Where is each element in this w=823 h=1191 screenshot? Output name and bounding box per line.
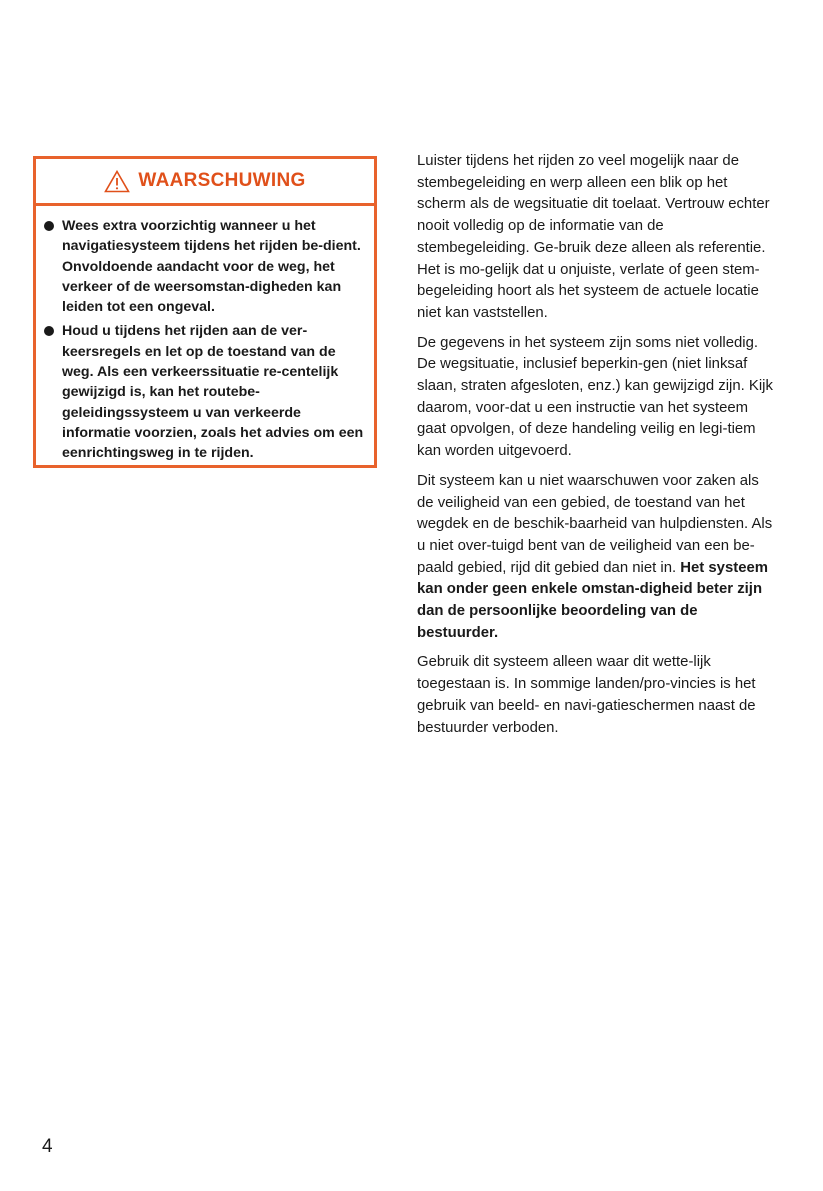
body-paragraph-3-emphasis: Het systeem kan onder geen enkele omstan-digheid beter zijn dan de persoonlijke beoordeling van de bestuurder. [417, 559, 769, 641]
bullet-icon [44, 221, 54, 231]
warning-item [44, 216, 364, 317]
bullet-icon [44, 326, 54, 336]
warning-item-text: Houd u tijdens het rijden aan de ver-keersregels en let op de toestand van de weg. Als een verkeerssituatie re-centelijk gewijzigd is, kan het routebe-geleidingssysteem u van verkeerde informatie voorzien, zoals het advies om een eenrichtingsweg in te rijden. [62, 323, 364, 462]
warning-item [44, 321, 364, 463]
body-paragraph-1: Luister tijdens het rijden zo veel mogelijk naar de stembegeleiding en werp alleen een blik op het scherm als de wegsituatie dit toelaat. Vertrouw echter nooit volledig op de informatie van de stembegeleiding. Ge-bruik deze alleen als referentie. Het is mo-gelijk dat u onjuiste, verlate of geen stem-begeleiding hoort als het systeem de actuele locatie niet kan vaststellen. [417, 153, 770, 321]
body-paragraph-2: De gegevens in het systeem zijn soms niet volledig. De wegsituatie, inclusief beperkin-gen (niet linksaf slaan, straten afgesloten, enz.) kan gewijzigd zijn. Kijk daarom, voor-dat u een instructie van het systeem gaat opvolgen, of deze handeling veilig en legi-tiem kan worden uitgevoerd. [417, 334, 773, 460]
warning-header [36, 159, 374, 206]
page-number: 4 [42, 1136, 53, 1157]
warning-triangle-icon [104, 170, 130, 193]
body-paragraph-4: Gebruik dit systeem alleen waar dit wette-lijk toegestaan is. In sommige landen/pro-vincies is het gebruik van beeld- en navi-gatieschermen naast de bestuurder verboden. [417, 654, 756, 736]
warning-title: WAARSCHUWING [138, 170, 306, 191]
body-paragraph-3-text: Dit systeem kan u niet waarschuwen voor zaken als de veiligheid van een gebied, de toestand van het wegdek en de beschik-baarheid van hulpdiensten. Als u niet over-tuigd bent van de veiligheid van een be-paald gebied, rijd dit gebied dan niet in. [417, 472, 773, 576]
body-paragraph-3 [417, 471, 773, 645]
body-column [417, 151, 773, 747]
warning-item-text: Wees extra voorzichtig wanneer u het navigatiesysteem tijdens het rijden be-dient. Onvoldoende aandacht voor de weg, het verkeer of de weersomstan-digheden kan leiden tot een ongeval. [62, 218, 361, 316]
warning-box [33, 156, 377, 468]
warning-list [36, 206, 374, 464]
